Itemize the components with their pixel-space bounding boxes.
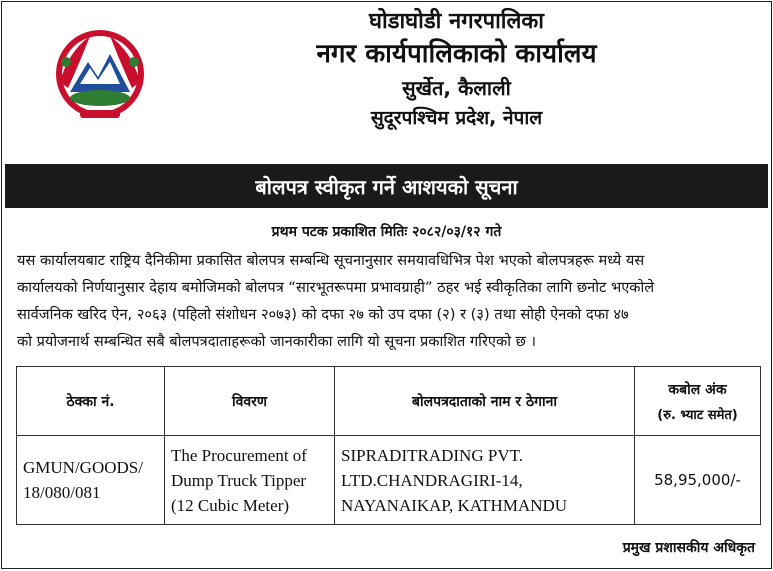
col-header-description: विवरण <box>165 367 335 436</box>
notice-title: बोलपत्र स्वीकृत गर्ने आशयको सूचना <box>255 174 518 199</box>
col-header-bidder: बोलपत्रदाताको नाम र ठेगाना <box>335 367 635 436</box>
description-line: (12 Cubic Meter) <box>171 495 290 515</box>
notice-body <box>17 247 757 355</box>
office-header <box>152 8 761 129</box>
description-cell <box>165 436 335 525</box>
notice-line: यस कार्यालयबाट राष्ट्रिय दैनिकीमा प्रकासित बोलपत्र सम्बन्धि सूचनानुसार समयावधिभित्र पेश भएको बोलपत्रहरू मध्ये यस <box>17 252 645 269</box>
description-line: Dump Truck Tipper <box>171 470 307 490</box>
contract-no-cell <box>17 436 165 525</box>
notice-line: को प्रयोजनार्थ सम्बन्धित सबै बोलपत्रदाताहरूको जानकारीका लागि यो सूचना प्रकाशित गरिएको छ । <box>17 333 537 350</box>
notice-line: कार्यालयको निर्णयानुसार देहाय बमोजिमको बोलपत्र “सारभूतरूपमा प्रभावग्राही” ठहर भई स्वीकृतिका लागि छनोट भएकोले <box>17 279 655 296</box>
nepal-government-emblem-icon <box>50 22 150 122</box>
bid-table <box>16 366 761 525</box>
description-line: The Procurement of <box>171 445 307 465</box>
bidder-line: SIPRADITRADING PVT. <box>341 445 523 465</box>
province-country: सुदूरपश्चिम प्रदेश, नेपाल <box>370 106 543 129</box>
bidder-line: NAYANAIKAP, KATHMANDU <box>341 495 568 515</box>
col-header-contract-no: ठेक्का नं. <box>17 367 165 436</box>
bidder-line: LTD.CHANDRAGIRI-14, <box>341 470 523 490</box>
amount-cell: 58,95,000/- <box>635 436 761 525</box>
office-name: नगर कार्यपालिकाको कार्यालय <box>316 39 597 70</box>
contract-no-line: 18/080/081 <box>23 483 101 502</box>
notice-title-banner <box>5 164 768 208</box>
signatory-title: प्रमुख प्रशासकीय अधिकृत <box>622 540 755 556</box>
col-header-amount <box>635 367 761 436</box>
col-header-amount-label: कबोल अंक <box>668 381 727 398</box>
contract-no-line: GMUN/GOODS/ <box>23 458 143 477</box>
table-row <box>17 436 761 525</box>
bidder-cell <box>335 436 635 525</box>
notice-line: सार्वजनिक खरिद ऐन, २०६३ (पहिलो संशोधन २०७३) को दफा २७ को उप दफा (२) र (३) तथा सोही ऐनको दफा ४७ <box>17 306 629 323</box>
emblem-graphic <box>50 22 150 122</box>
col-header-amount-sub: (रु. भ्याट समेत) <box>657 407 738 423</box>
table-header-row <box>17 367 761 436</box>
municipality-name: घोडाघोडी नगरपालिका <box>369 9 544 34</box>
office-address: सुर्खेत, कैलाली <box>402 75 511 100</box>
publication-date: प्रथम पटक प्रकाशित मितिः २०८२/०३/१२ गते <box>271 224 502 240</box>
notice-page <box>1 1 772 569</box>
